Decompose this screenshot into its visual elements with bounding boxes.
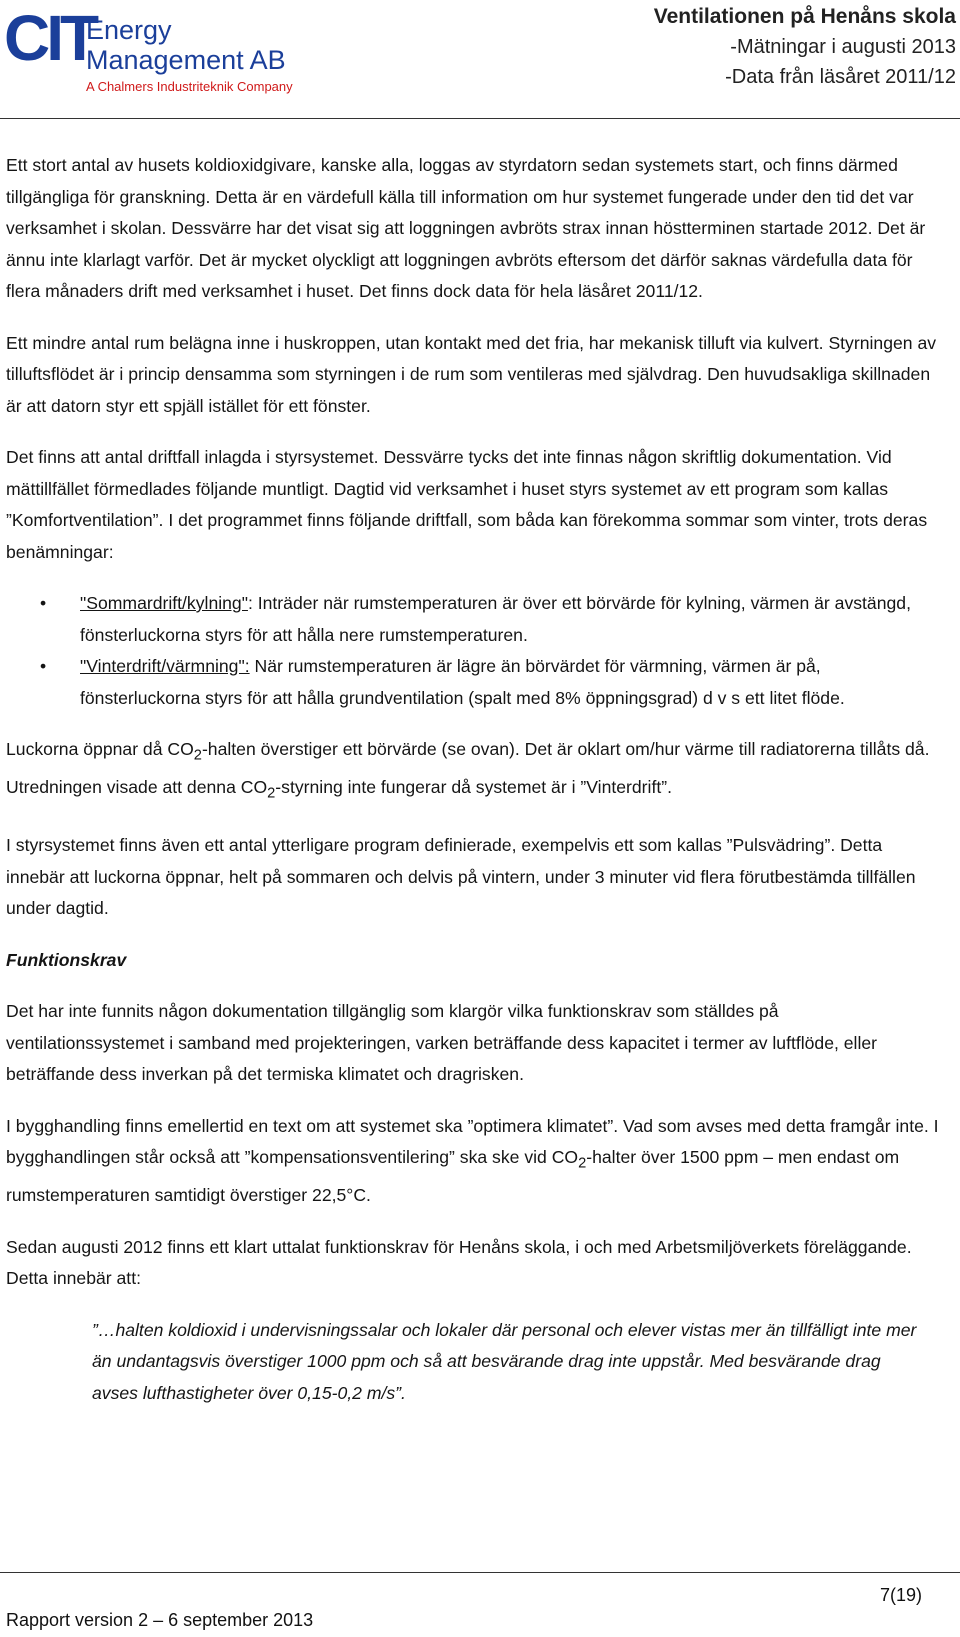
text-run: -halten överstiger ett börvärde (se ovan). Det är oklart om/hur värme till radiatorerna tillåts då. Utredningen visade att denna CO bbox=[6, 739, 930, 798]
report-version: Rapport version 2 – 6 september 2013 bbox=[6, 1610, 314, 1630]
paragraph bbox=[6, 1111, 941, 1212]
text-run: Luckorna öppnar då CO bbox=[6, 739, 194, 759]
text-run: -styrning inte fungerar då systemet är i ”Vinterdrift”. bbox=[275, 777, 672, 798]
footer-divider bbox=[0, 1572, 960, 1573]
list-item-text: När rumstemperaturen är lägre än börvärdet för värmning, värmen är på, fönsterluckorna styrs för att hålla grundventilation (spalt med 8% öppningsgrad) d v s ett litet flöde. bbox=[80, 656, 845, 708]
bullet-list bbox=[6, 588, 941, 714]
paragraph bbox=[6, 734, 941, 810]
paragraph: Sedan augusti 2012 finns ett klart uttalat funktionskrav för Henåns skola, i och med Arbetsmiljöverkets föreläggande. Detta innebär att: bbox=[6, 1236, 912, 1289]
label-separator: : bbox=[247, 593, 258, 613]
paragraph: Det har inte funnits någon dokumentation tillgänglig som klargör vilka funktionskrav som ställdes på ventilationssystemet i samband med projekteringen, varken beträffande dess kapacitet i termer av luftflöde, eller beträffande dess inverkan på det termiska klimatet och dragrisken. bbox=[6, 1001, 878, 1085]
section-heading: Funktionskrav bbox=[6, 949, 127, 970]
document-body bbox=[6, 150, 941, 1429]
list-item-label: "Vinterdrift/värmning": bbox=[80, 656, 250, 676]
bullet-icon: • bbox=[40, 593, 47, 613]
logo-mark: CIT bbox=[4, 2, 96, 74]
block-quote: ”…halten koldioxid i undervisningssalar och lokaler där personal och elever vistas mer än tillfälligt inte mer än undantagsvis överstiger 1000 ppm och så att besvärande drag inte uppstår. Med besvärande drag avses lufthastigheter över 0,15-0,2 m/s”. bbox=[92, 1319, 917, 1403]
list-item-text: Inträder när rumstemperaturen är över ett börvärde för kylning, värmen är avstängd, fönsterluckorna styrs för att hålla nere rumstemperaturen. bbox=[80, 593, 911, 645]
bullet-icon: • bbox=[40, 656, 47, 676]
subscript: 2 bbox=[267, 785, 276, 802]
header-divider bbox=[0, 118, 960, 119]
page-header bbox=[0, 0, 960, 110]
document-subtitle-2: -Data från läsåret 2011/12 bbox=[725, 66, 956, 88]
text-run: I bygghandling finns emellertid en text om att systemet ska ”optimera klimatet”. Vad som avses med detta framgår inte. I bygghandlingen står också att ”kompensationsventilering” ska ske vid CO bbox=[6, 1115, 939, 1168]
list-item bbox=[6, 651, 941, 714]
document-subtitle-1: -Mätningar i augusti 2013 bbox=[730, 36, 956, 58]
list-item-label: "Sommardrift/kylning" bbox=[80, 593, 248, 613]
company-logo bbox=[4, 2, 304, 98]
document-title: Ventilationen på Henåns skola bbox=[653, 5, 956, 28]
paragraph: I styrsystemet finns även ett antal ytterligare program definierade, exempelvis ett som kallas ”Pulsvädring”. Detta innebär att luckorna öppnar, helt på sommaren och delvis på vintern, under 3 minuter vid flera förutbestämda tillfällen under dagtid. bbox=[6, 835, 916, 919]
subscript: 2 bbox=[578, 1155, 587, 1172]
logo-text-management: Management AB bbox=[86, 45, 286, 75]
page-number: 7(19) bbox=[879, 1585, 922, 1605]
text-run: -halter över 1500 ppm – men endast om rumstemperaturen samtidigt överstiger 22,5°C. bbox=[6, 1147, 900, 1206]
list-item bbox=[6, 588, 941, 651]
logo-text-energy: Energy bbox=[86, 15, 172, 45]
subscript: 2 bbox=[193, 747, 202, 764]
paragraph: Ett stort antal av husets koldioxidgivare, kanske alla, loggas av styrdatorn sedan systemets start, och finns därmed tillgängliga för granskning. Detta är en värdefull källa till information om hur systemet fungerade under den tid det var verksamhet i skolan. Dessvärre har det visat sig att loggningen avbröts strax innan höstterminen startade 2012. Det är ännu inte klarlagt varför. Det är mycket olyckligt att loggningen avbröts eftersom det därför saknas värdefulla data för flera månaders drift med verksamhet i huset. Det finns dock data för hela läsåret 2011/12. bbox=[6, 155, 926, 301]
logo-tagline: A Chalmers Industriteknik Company bbox=[86, 79, 293, 94]
paragraph: Ett mindre antal rum belägna inne i huskroppen, utan kontakt med det fria, har mekanisk tilluft via kulvert. Styrningen av tilluftsflödet är i princip densamma som styrningen i de rum som ventileras med självdrag. Den huvudsakliga skillnaden är att datorn styr ett spjäll istället för ett fönster. bbox=[6, 332, 937, 416]
paragraph: Det finns att antal driftfall inlagda i styrsystemet. Dessvärre tycks det inte finnas någon skriftlig dokumentation. Vid mättillfället förmedlades följande muntligt. Dagtid vid verksamhet i huset styrs systemet av ett program som kallas ”Komfortventilation”. I det programmet finns följande driftfall, som båda kan förekomma sommar som vinter, trots deras benämningar: bbox=[6, 447, 928, 562]
document-header-title bbox=[654, 2, 956, 92]
